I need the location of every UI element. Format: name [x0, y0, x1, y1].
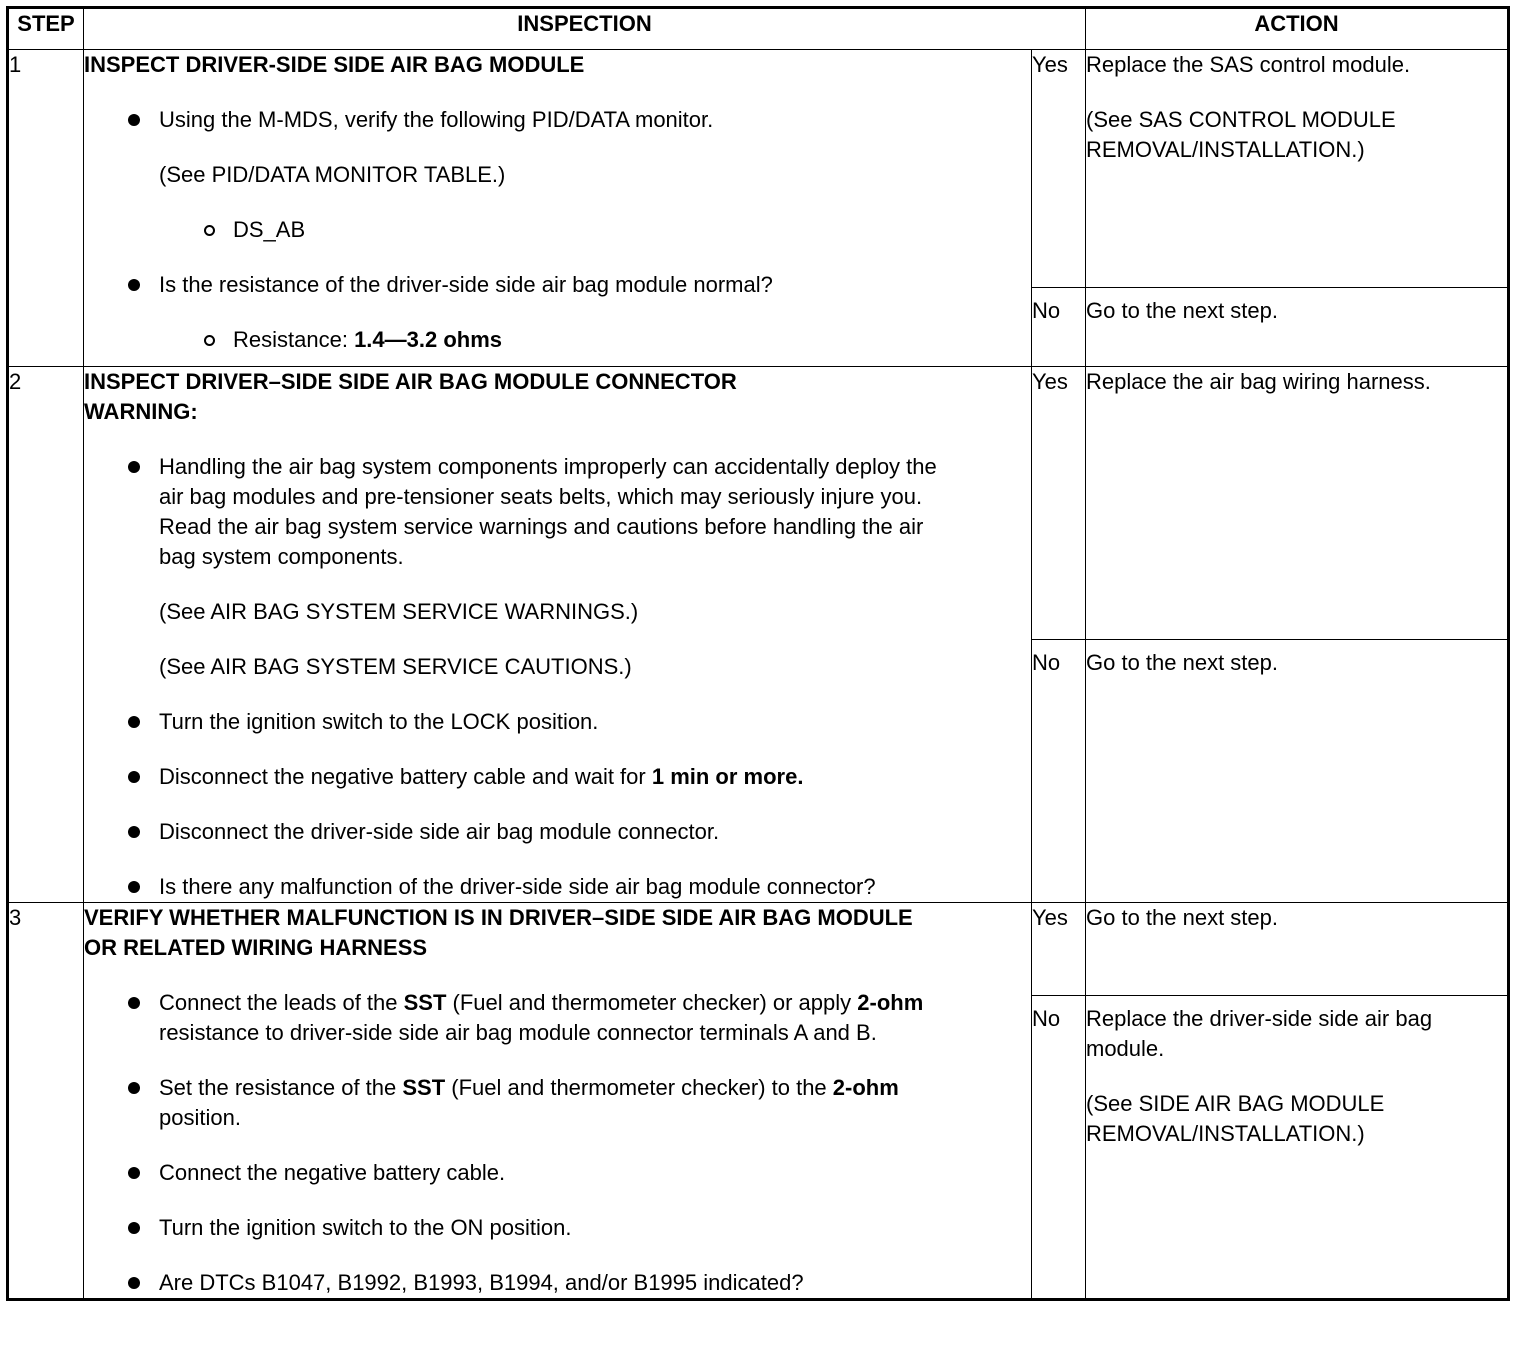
action-text: Replace the driver-side side air bag module. — [1086, 1006, 1433, 1061]
bullet-item: Handling the air bag system components improperly can accidentally deploy the air bag modules and pre-tensioner seats belts, which may seriously injure you. Read the air bag system service warnings and cautions before handling the air bag system components. — [84, 452, 1031, 572]
bullet-text: resistance to driver-side side air bag module connector terminals A and B. — [159, 1020, 877, 1045]
yes-action: Go to the next step. — [1086, 903, 1509, 996]
yes-action — [1086, 50, 1509, 288]
sub-item — [84, 325, 1031, 355]
bullet-item: Is there any malfunction of the driver-side side air bag module connector? — [84, 872, 1031, 902]
bullet-item: Is the resistance of the driver-side side air bag module normal? — [84, 270, 1031, 300]
ohm-value: 2-ohm — [857, 990, 924, 1015]
no-action — [1086, 996, 1509, 1300]
bullet-item: Turn the ignition switch to the LOCK position. — [84, 707, 1031, 737]
bullet-text: Set the resistance of the — [159, 1075, 403, 1100]
no-label: No — [1032, 640, 1086, 903]
bullet-item: Are DTCs B1047, B1992, B1993, B1994, and/or B1995 indicated? — [84, 1268, 1031, 1298]
bullet-item: Disconnect the driver-side side air bag module connector. — [84, 817, 1031, 847]
header-inspection: INSPECTION — [84, 8, 1086, 50]
sub-item: DS_AB — [84, 215, 1031, 245]
ohm-value: 2-ohm — [832, 1075, 899, 1100]
step-1-inspection — [84, 50, 1032, 367]
step-3-inspection — [84, 903, 1032, 1300]
reference-link[interactable]: (See PID/DATA MONITOR TABLE.) — [159, 162, 506, 187]
step-title: INSPECT DRIVER–SIDE SIDE AIR BAG MODULE CONNECTOR — [84, 369, 737, 394]
no-action: Go to the next step. — [1086, 640, 1509, 903]
step-3-yes-row — [8, 903, 1509, 996]
no-action: Go to the next step. — [1086, 288, 1509, 367]
bullet-text: Connect the leads of the — [159, 990, 404, 1015]
bullet-item: Using the M-MDS, verify the following PID/DATA monitor. — [84, 105, 1031, 135]
yes-action: Replace the air bag wiring harness. — [1086, 367, 1509, 640]
spec-value: 1.4—3.2 ohms — [354, 327, 503, 352]
yes-label: Yes — [1032, 903, 1086, 996]
reference-link[interactable]: (See AIR BAG SYSTEM SERVICE WARNINGS.) — [159, 599, 639, 624]
bullet-text: (Fuel and thermometer checker) to the — [445, 1075, 833, 1100]
troubleshooting-table — [6, 6, 1510, 1301]
step-title: INSPECT DRIVER-SIDE SIDE AIR BAG MODULE — [84, 52, 585, 77]
bullet-item — [84, 1073, 1031, 1133]
step-number: 1 — [8, 50, 84, 367]
bullet-item — [84, 762, 1031, 792]
step-number: 3 — [8, 903, 84, 1300]
bullet-text: Disconnect the negative battery cable and wait for — [159, 764, 652, 789]
header-action: ACTION — [1086, 8, 1509, 50]
no-label: No — [1032, 288, 1086, 367]
yes-label: Yes — [1032, 367, 1086, 640]
reference-link[interactable]: (See SAS CONTROL MODULE REMOVAL/INSTALLATION.) — [1086, 107, 1396, 162]
bullet-item: Turn the ignition switch to the ON position. — [84, 1213, 1031, 1243]
step-2-inspection — [84, 367, 1032, 903]
no-label: No — [1032, 996, 1086, 1300]
duration-value: 1 min or more. — [651, 764, 804, 789]
sst-label: SST — [402, 1075, 446, 1100]
action-text: Replace the SAS control module. — [1086, 52, 1411, 77]
step-heading — [84, 367, 1031, 427]
step-title: VERIFY WHETHER MALFUNCTION IS IN DRIVER–SIDE SIDE AIR BAG MODULE OR RELATED WIRING HARNESS — [84, 905, 913, 960]
step-1-yes-row — [8, 50, 1509, 288]
bullet-item: Connect the negative battery cable. — [84, 1158, 1031, 1188]
sst-label: SST — [403, 990, 447, 1015]
reference-link[interactable]: (See AIR BAG SYSTEM SERVICE CAUTIONS.) — [159, 654, 632, 679]
header-step: STEP — [8, 8, 84, 50]
bullet-text: position. — [159, 1105, 241, 1130]
spec-label: Resistance: — [233, 327, 355, 352]
reference-link[interactable]: (See SIDE AIR BAG MODULE REMOVAL/INSTALLATION.) — [1086, 1091, 1385, 1146]
step-2-yes-row — [8, 367, 1509, 640]
header-row — [8, 8, 1509, 50]
warning-label: WARNING: — [84, 399, 198, 424]
bullet-text: (Fuel and thermometer checker) or apply — [446, 990, 858, 1015]
bullet-item — [84, 988, 1031, 1048]
step-number: 2 — [8, 367, 84, 903]
yes-label: Yes — [1032, 50, 1086, 288]
